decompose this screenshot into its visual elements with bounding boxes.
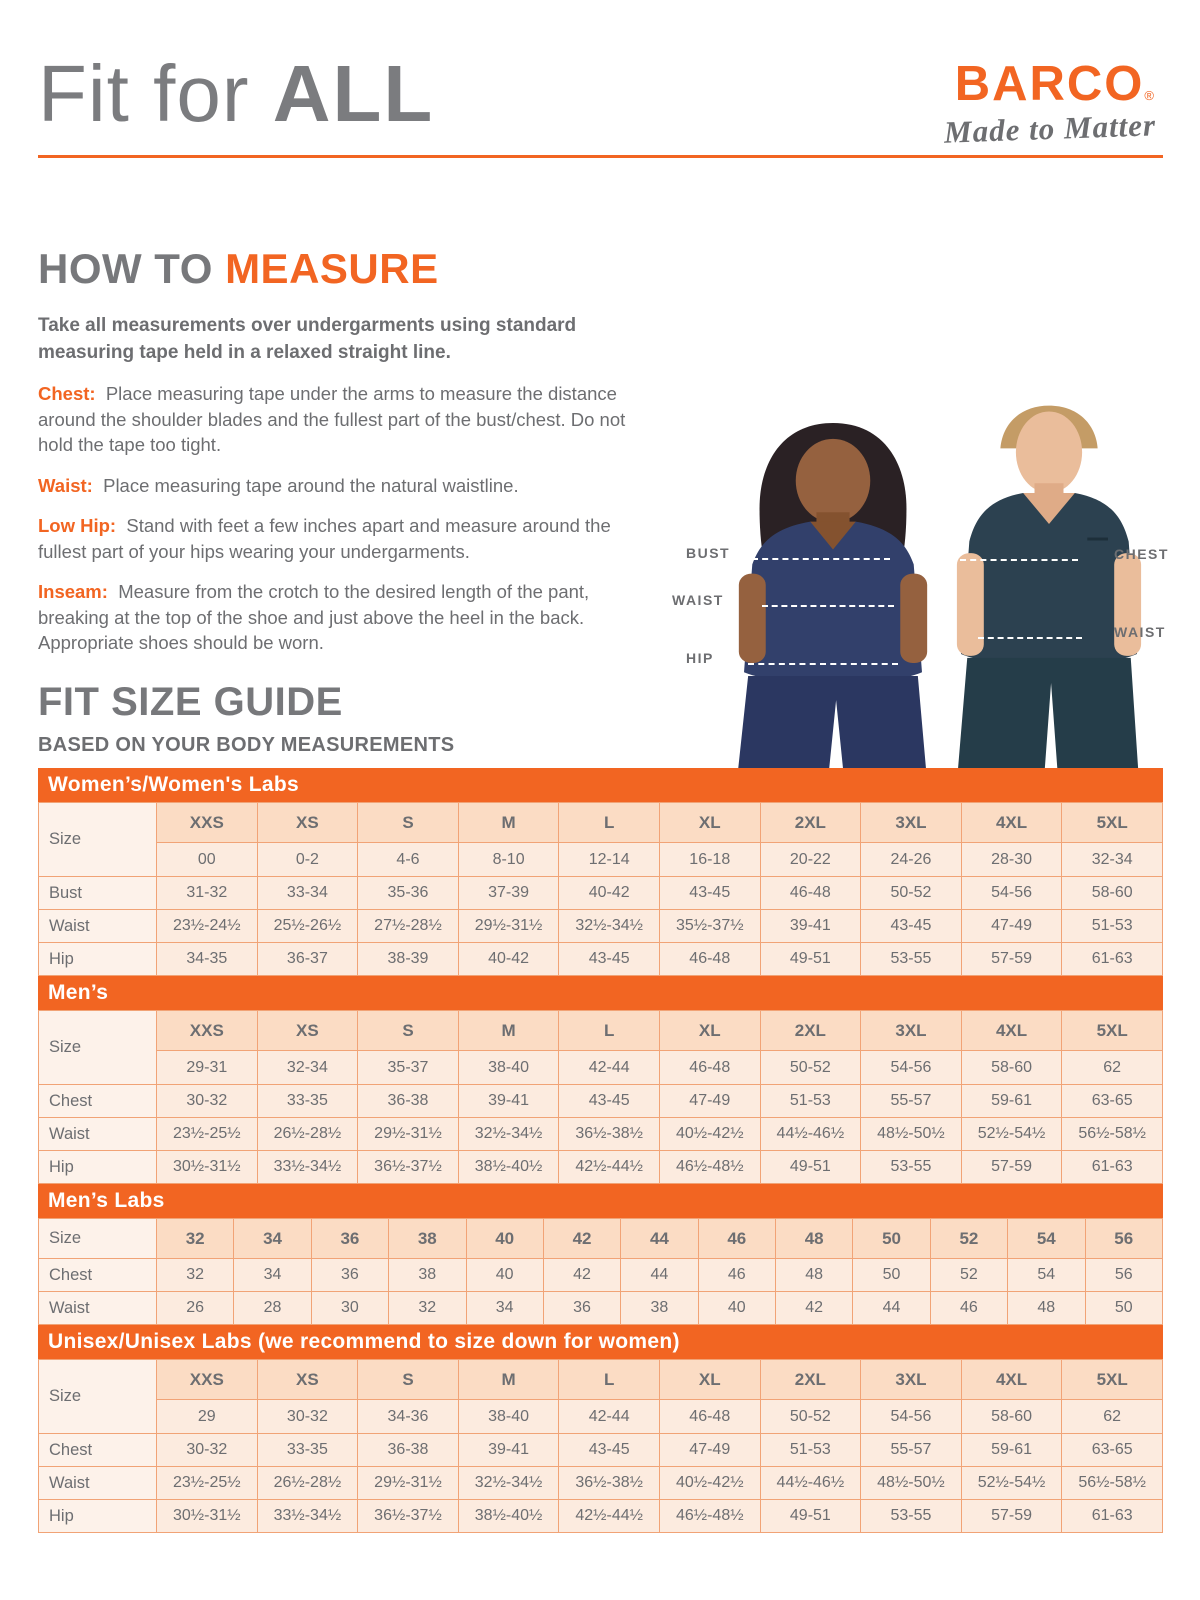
measurement-cell: 28	[234, 1292, 311, 1325]
measurement-cell: 32½-34½	[458, 1118, 559, 1151]
size-label-cell: XXS	[157, 803, 258, 843]
measurement-cell: 32	[157, 1259, 234, 1292]
measurement-cell: 33-34	[257, 877, 358, 910]
numeric-size-cell: 50-52	[760, 1400, 861, 1434]
measurement-cell: 34-35	[157, 943, 258, 976]
numeric-size-cell: 30-32	[257, 1400, 358, 1434]
measurement-cell: 23½-24½	[157, 910, 258, 943]
measurement-cell: 42½-44½	[559, 1500, 660, 1533]
measurement-cell: 56½-58½	[1062, 1118, 1163, 1151]
measurement-cell: 40-42	[559, 877, 660, 910]
numeric-size-row	[39, 1400, 1163, 1434]
size-label-cell: XS	[257, 1360, 358, 1400]
numeric-size-cell: 62	[1062, 1400, 1163, 1434]
measurement-cell: 55-57	[861, 1434, 962, 1467]
numeric-size-cell: 54-56	[861, 1400, 962, 1434]
numeric-size-cell: 50-52	[760, 1051, 861, 1085]
numeric-size-cell: 35-37	[358, 1051, 459, 1085]
measurement-cell: 61-63	[1062, 1151, 1163, 1184]
numeric-size-cell: 46-48	[659, 1051, 760, 1085]
measurement-cell: 44	[621, 1259, 698, 1292]
measurement-cell: 46-48	[659, 943, 760, 976]
measure-item-inseam	[38, 579, 630, 656]
size-label-cell: XXS	[157, 1360, 258, 1400]
size-table	[38, 1218, 1163, 1325]
measurement-cell: 26½-28½	[257, 1118, 358, 1151]
size-label-cell: L	[559, 803, 660, 843]
brand-logo	[943, 57, 1157, 150]
measurement-cell: 36-37	[257, 943, 358, 976]
size-label-cell: 34	[234, 1219, 311, 1259]
size-label-cell: 48	[776, 1219, 853, 1259]
numeric-size-cell: 32-34	[1062, 843, 1163, 877]
measurement-cell: 48	[776, 1259, 853, 1292]
numeric-size-cell: 0-2	[257, 843, 358, 877]
measurement-cell: 49-51	[760, 1500, 861, 1533]
measurement-cell: 33-35	[257, 1085, 358, 1118]
female-model-illustration	[714, 410, 952, 782]
measurement-cell: 61-63	[1062, 943, 1163, 976]
table-banner: Men’s	[38, 976, 1163, 1010]
size-label-cell: 5XL	[1062, 1360, 1163, 1400]
measurement-cell: 29½-31½	[458, 910, 559, 943]
row-label-cell: Hip	[39, 1500, 157, 1533]
numeric-size-cell: 42-44	[559, 1400, 660, 1434]
how-to-measure-section	[38, 245, 630, 656]
measurement-cell: 26½-28½	[257, 1467, 358, 1500]
chest-label: CHEST	[1114, 546, 1169, 562]
measurement-row	[39, 1292, 1163, 1325]
measurement-cell: 30-32	[157, 1085, 258, 1118]
size-header-row	[39, 1219, 1163, 1259]
size-label-cell: XL	[659, 1011, 760, 1051]
measurement-cell: 52	[930, 1259, 1007, 1292]
size-label-cell: XL	[659, 803, 760, 843]
measurement-cell: 59-61	[961, 1085, 1062, 1118]
models-photo	[652, 382, 1200, 782]
measure-item-chest-text: Place measuring tape under the arms to measure the distance around the shoulder blades and the fullest part of the bust/chest. Do not hold the tape too tight.	[38, 383, 626, 456]
measurement-cell: 46	[698, 1259, 775, 1292]
heading-gray-part: HOW TO	[38, 245, 213, 292]
size-label-cell: S	[358, 803, 459, 843]
measurement-cell: 51-53	[760, 1085, 861, 1118]
size-label-cell: M	[458, 1011, 559, 1051]
measurement-row	[39, 1118, 1163, 1151]
measurement-cell: 57-59	[961, 943, 1062, 976]
size-label-cell: 38	[389, 1219, 466, 1259]
measurement-cell: 58-60	[1062, 877, 1163, 910]
measurement-cell: 39-41	[760, 910, 861, 943]
measurement-cell: 27½-28½	[358, 910, 459, 943]
measure-item-lowhip	[38, 513, 630, 564]
size-label-cell: L	[559, 1360, 660, 1400]
size-table	[38, 1359, 1163, 1533]
measurement-cell: 61-63	[1062, 1500, 1163, 1533]
fit-size-guide-subtitle: BASED ON YOUR BODY MEASUREMENTS	[38, 734, 455, 756]
measurement-cell: 43-45	[559, 1434, 660, 1467]
numeric-size-cell: 42-44	[559, 1051, 660, 1085]
measurement-cell: 36½-37½	[358, 1500, 459, 1533]
measurement-cell: 53-55	[861, 1151, 962, 1184]
measurement-cell: 23½-25½	[157, 1118, 258, 1151]
numeric-size-cell: 24-26	[861, 843, 962, 877]
measurement-cell: 43-45	[659, 877, 760, 910]
measurement-cell: 34	[466, 1292, 543, 1325]
size-label-cell: XS	[257, 1011, 358, 1051]
measurement-cell: 59-61	[961, 1434, 1062, 1467]
row-label-cell: Chest	[39, 1434, 157, 1467]
size-label-cell: 32	[157, 1219, 234, 1259]
measurement-cell: 40½-42½	[659, 1467, 760, 1500]
numeric-size-cell: 54-56	[861, 1051, 962, 1085]
measurement-cell: 30½-31½	[157, 1151, 258, 1184]
measure-item-waist	[38, 473, 630, 499]
measurement-cell: 36-38	[358, 1434, 459, 1467]
size-corner-cell: Size	[39, 1219, 157, 1259]
measurement-cell: 57-59	[961, 1151, 1062, 1184]
measurement-row	[39, 1085, 1163, 1118]
numeric-size-cell: 29	[157, 1400, 258, 1434]
measurement-cell: 38	[621, 1292, 698, 1325]
measurement-cell: 48	[1008, 1292, 1085, 1325]
male-model-illustration	[930, 394, 1168, 782]
measurement-cell: 39-41	[458, 1085, 559, 1118]
measurement-cell: 29½-31½	[358, 1467, 459, 1500]
size-label-cell: 54	[1008, 1219, 1085, 1259]
row-label-cell: Waist	[39, 1118, 157, 1151]
measurement-cell: 46	[930, 1292, 1007, 1325]
heading-orange-part: MEASURE	[225, 245, 439, 292]
numeric-size-cell: 28-30	[961, 843, 1062, 877]
measurement-cell: 47-49	[659, 1434, 760, 1467]
measurement-cell: 39-41	[458, 1434, 559, 1467]
table-banner: Women’s/Women's Labs	[38, 768, 1163, 802]
bust-label: BUST	[686, 545, 731, 561]
measurement-cell: 51-53	[1062, 910, 1163, 943]
fit-size-guide-header	[38, 680, 454, 757]
measurement-row	[39, 1500, 1163, 1533]
measurement-cell: 35-36	[358, 877, 459, 910]
measurement-cell: 36½-38½	[559, 1467, 660, 1500]
measurement-cell: 23½-25½	[157, 1467, 258, 1500]
measurement-cell: 48½-50½	[861, 1467, 962, 1500]
measure-item-chest-label: Chest:	[38, 383, 96, 405]
size-label-cell: 50	[853, 1219, 930, 1259]
size-label-cell: 46	[698, 1219, 775, 1259]
size-label-cell: 2XL	[760, 1360, 861, 1400]
waist-right-line	[978, 637, 1082, 639]
measurement-cell: 46½-48½	[659, 1151, 760, 1184]
measurement-cell: 46½-48½	[659, 1500, 760, 1533]
numeric-size-cell: 58-60	[961, 1051, 1062, 1085]
size-table	[38, 1010, 1163, 1184]
measurement-cell: 47-49	[659, 1085, 760, 1118]
row-label-cell: Waist	[39, 910, 157, 943]
page-title-light: Fit for	[38, 49, 250, 138]
size-label-cell: 2XL	[760, 803, 861, 843]
size-label-cell: 52	[930, 1219, 1007, 1259]
numeric-size-cell: 8-10	[458, 843, 559, 877]
measurement-cell: 40½-42½	[659, 1118, 760, 1151]
measurement-row	[39, 943, 1163, 976]
measurement-cell: 32½-34½	[458, 1467, 559, 1500]
fit-size-guide-title: FIT SIZE GUIDE	[38, 680, 343, 724]
brand-tagline: Made to Matter	[943, 107, 1157, 150]
measurement-cell: 51-53	[760, 1434, 861, 1467]
size-label-cell: 5XL	[1062, 1011, 1163, 1051]
measurement-cell: 43-45	[559, 1085, 660, 1118]
measurement-cell: 40	[698, 1292, 775, 1325]
measurement-cell: 53-55	[861, 943, 962, 976]
size-label-cell: 3XL	[861, 803, 962, 843]
numeric-size-cell: 16-18	[659, 843, 760, 877]
measurement-cell: 50	[1085, 1292, 1163, 1325]
numeric-size-cell: 00	[157, 843, 258, 877]
hip-line	[748, 663, 898, 665]
measure-item-waist-text: Place measuring tape around the natural waistline.	[103, 474, 519, 496]
measurement-cell: 32	[389, 1292, 466, 1325]
measurement-cell: 56	[1085, 1259, 1163, 1292]
measurement-cell: 49-51	[760, 1151, 861, 1184]
size-header-row	[39, 1360, 1163, 1400]
table-banner: Unisex/Unisex Labs (we recommend to size down for women)	[38, 1325, 1163, 1359]
size-label-cell: 36	[311, 1219, 388, 1259]
row-label-cell: Waist	[39, 1292, 157, 1325]
chest-line	[960, 559, 1078, 561]
measure-item-inseam-label: Inseam:	[38, 581, 108, 603]
size-label-cell: 5XL	[1062, 803, 1163, 843]
measure-item-chest	[38, 381, 630, 458]
measurement-cell: 56½-58½	[1062, 1467, 1163, 1500]
measurement-cell: 30	[311, 1292, 388, 1325]
measurement-cell: 33½-34½	[257, 1500, 358, 1533]
row-label-cell: Chest	[39, 1259, 157, 1292]
measurement-cell: 42	[776, 1292, 853, 1325]
measurement-cell: 53-55	[861, 1500, 962, 1533]
table-banner: Men’s Labs	[38, 1184, 1163, 1218]
size-corner-cell: Size	[39, 1360, 157, 1434]
size-label-cell: S	[358, 1011, 459, 1051]
measurement-cell: 55-57	[861, 1085, 962, 1118]
bust-line	[752, 558, 890, 560]
measurement-cell: 43-45	[861, 910, 962, 943]
measurement-cell: 54	[1008, 1259, 1085, 1292]
measurement-cell: 63-65	[1062, 1085, 1163, 1118]
measurement-cell: 43-45	[559, 943, 660, 976]
size-label-cell: 4XL	[961, 1011, 1062, 1051]
size-label-cell: 44	[621, 1219, 698, 1259]
measurement-cell: 33½-34½	[257, 1151, 358, 1184]
measurement-cell: 32½-34½	[559, 910, 660, 943]
measure-item-lowhip-text: Stand with feet a few inches apart and measure around the fullest part of your hips wearing your undergarments.	[38, 515, 611, 562]
waist-left-line	[762, 605, 894, 607]
measurement-cell: 36-38	[358, 1085, 459, 1118]
size-label-cell: 2XL	[760, 1011, 861, 1051]
measurement-cell: 38½-40½	[458, 1151, 559, 1184]
numeric-size-cell: 20-22	[760, 843, 861, 877]
size-table	[38, 802, 1163, 976]
size-label-cell: 4XL	[961, 1360, 1062, 1400]
measurement-cell: 31-32	[157, 877, 258, 910]
measurement-cell: 49-51	[760, 943, 861, 976]
measurement-cell: 36½-37½	[358, 1151, 459, 1184]
measurement-row	[39, 1259, 1163, 1292]
numeric-size-row	[39, 843, 1163, 877]
measure-item-inseam-text: Measure from the crotch to the desired length of the pant, breaking at the top of the shoe and just above the heel in the back. Appropriate shoes should be worn.	[38, 581, 590, 654]
numeric-size-cell: 12-14	[559, 843, 660, 877]
measure-intro: Take all measurements over undergarments using standard measuring tape held in a relaxed straight line.	[38, 315, 577, 363]
size-label-cell: M	[458, 1360, 559, 1400]
numeric-size-cell: 32-34	[257, 1051, 358, 1085]
size-label-cell: 3XL	[861, 1360, 962, 1400]
measurement-cell: 33-35	[257, 1434, 358, 1467]
brand-name	[944, 57, 1156, 111]
measurement-cell: 26	[157, 1292, 234, 1325]
measurement-cell: 30½-31½	[157, 1500, 258, 1533]
measurement-cell: 36	[543, 1292, 620, 1325]
measurement-row	[39, 877, 1163, 910]
numeric-size-cell: 46-48	[659, 1400, 760, 1434]
waist-left-label: WAIST	[672, 592, 724, 608]
numeric-size-cell: 34-36	[358, 1400, 459, 1434]
measurement-cell: 52½-54½	[961, 1467, 1062, 1500]
size-label-cell: XXS	[157, 1011, 258, 1051]
size-corner-cell: Size	[39, 803, 157, 877]
measurement-cell: 35½-37½	[659, 910, 760, 943]
measurement-cell: 38½-40½	[458, 1500, 559, 1533]
size-header-row	[39, 803, 1163, 843]
measurement-cell: 44½-46½	[760, 1118, 861, 1151]
measurement-cell: 50-52	[861, 877, 962, 910]
measurement-cell: 50	[853, 1259, 930, 1292]
numeric-size-cell: 38-40	[458, 1400, 559, 1434]
page-title-bold: ALL	[272, 49, 435, 138]
registered-mark-icon: ®	[1144, 88, 1156, 103]
measurement-cell: 34	[234, 1259, 311, 1292]
measurement-cell: 47-49	[961, 910, 1062, 943]
measurement-cell: 38-39	[358, 943, 459, 976]
measurement-cell: 54-56	[961, 877, 1062, 910]
measurement-row	[39, 910, 1163, 943]
measurement-cell: 46-48	[760, 877, 861, 910]
measurement-cell: 36½-38½	[559, 1118, 660, 1151]
measurement-cell: 44	[853, 1292, 930, 1325]
measurement-cell: 40-42	[458, 943, 559, 976]
row-label-cell: Bust	[39, 877, 157, 910]
measurement-row	[39, 1467, 1163, 1500]
row-label-cell: Hip	[39, 943, 157, 976]
numeric-size-cell: 62	[1062, 1051, 1163, 1085]
size-corner-cell: Size	[39, 1011, 157, 1085]
size-label-cell: 42	[543, 1219, 620, 1259]
size-label-cell: M	[458, 803, 559, 843]
measurement-cell: 44½-46½	[760, 1467, 861, 1500]
measurement-cell: 40	[466, 1259, 543, 1292]
size-label-cell: L	[559, 1011, 660, 1051]
size-label-cell: 4XL	[961, 803, 1062, 843]
measurement-cell: 38	[389, 1259, 466, 1292]
size-label-cell: XL	[659, 1360, 760, 1400]
measure-item-lowhip-label: Low Hip:	[38, 515, 117, 537]
numeric-size-row	[39, 1051, 1163, 1085]
brand-wordmark: BARCO	[954, 57, 1145, 111]
measure-item-waist-label: Waist:	[38, 474, 93, 496]
measurement-row	[39, 1434, 1163, 1467]
size-tables	[38, 768, 1163, 1533]
numeric-size-cell: 29-31	[157, 1051, 258, 1085]
page-title	[38, 48, 434, 140]
how-to-measure-heading	[38, 245, 630, 293]
size-label-cell: 56	[1085, 1219, 1163, 1259]
measurement-cell: 37-39	[458, 877, 559, 910]
row-label-cell: Hip	[39, 1151, 157, 1184]
measurement-cell: 48½-50½	[861, 1118, 962, 1151]
measurement-cell: 63-65	[1062, 1434, 1163, 1467]
size-label-cell: XS	[257, 803, 358, 843]
measurement-cell: 36	[311, 1259, 388, 1292]
size-header-row	[39, 1011, 1163, 1051]
measurement-cell: 57-59	[961, 1500, 1062, 1533]
measurement-cell: 42	[543, 1259, 620, 1292]
numeric-size-cell: 4-6	[358, 843, 459, 877]
header-divider	[38, 155, 1163, 158]
size-label-cell: 3XL	[861, 1011, 962, 1051]
measurement-cell: 52½-54½	[961, 1118, 1062, 1151]
size-label-cell: 40	[466, 1219, 543, 1259]
row-label-cell: Waist	[39, 1467, 157, 1500]
size-label-cell: S	[358, 1360, 459, 1400]
numeric-size-cell: 38-40	[458, 1051, 559, 1085]
measurement-cell: 42½-44½	[559, 1151, 660, 1184]
waist-right-label: WAIST	[1114, 624, 1166, 640]
numeric-size-cell: 58-60	[961, 1400, 1062, 1434]
row-label-cell: Chest	[39, 1085, 157, 1118]
hip-label: HIP	[686, 650, 714, 666]
measurement-row	[39, 1151, 1163, 1184]
measurement-cell: 30-32	[157, 1434, 258, 1467]
measurement-cell: 25½-26½	[257, 910, 358, 943]
measurement-cell: 29½-31½	[358, 1118, 459, 1151]
